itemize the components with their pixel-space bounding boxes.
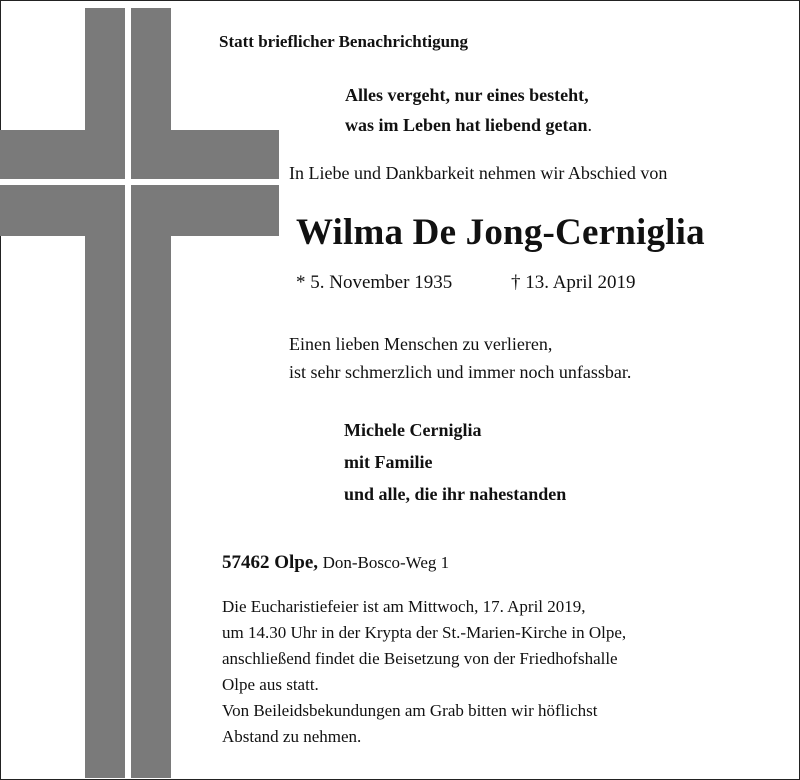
motto — [345, 80, 592, 140]
cross-horizontal-bottom-bar — [0, 185, 279, 236]
address-street: Don-Bosco-Weg 1 — [322, 553, 450, 572]
cross-vertical-left-bar — [85, 8, 125, 778]
cross-horizontal-top-bar — [0, 130, 279, 179]
service-details — [222, 594, 626, 750]
mourner-line: und alle, die ihr nahestanden — [344, 484, 567, 504]
condolence-quote — [289, 330, 631, 386]
service-line: Abstand zu nehmen. — [222, 727, 362, 746]
quote-line-2: ist sehr schmerzlich und immer noch unfassbar. — [289, 362, 632, 382]
service-line: um 14.30 Uhr in der Krypta der St.-Marien-Kirche in Olpe, — [222, 623, 627, 642]
motto-line-2-period: . — [587, 115, 593, 135]
quote-line-1: Einen lieben Menschen zu verlieren, — [289, 334, 553, 354]
deceased-name: Wilma De Jong-Cerniglia — [296, 212, 705, 253]
cross-horizontal-gap — [0, 179, 279, 185]
motto-line-1: Alles vergeht, nur eines besteht, — [345, 85, 589, 105]
mourner-line: mit Familie — [344, 452, 433, 472]
motto-line-2-text: was im Leben hat liebend getan — [345, 115, 588, 135]
death-date: † 13. April 2019 — [511, 272, 636, 293]
birth-date: * 5. November 1935 — [296, 272, 453, 293]
address-city: 57462 Olpe, — [222, 552, 319, 573]
service-line: Olpe aus statt. — [222, 675, 319, 694]
family-address — [222, 552, 449, 574]
farewell-intro: In Liebe und Dankbarkeit nehmen wir Abschied von — [289, 163, 668, 183]
mourners-list — [344, 414, 566, 510]
cross-vertical-gap — [125, 8, 131, 778]
mourner-line: Michele Cerniglia — [344, 420, 482, 440]
notice-header: Statt brieflicher Benachrichtigung — [219, 32, 468, 51]
cross-vertical-right-bar — [131, 8, 171, 778]
service-line: Die Eucharistiefeier ist am Mittwoch, 17. April 2019, — [222, 597, 586, 616]
service-line: Von Beileidsbekundungen am Grab bitten wir höflichst — [222, 701, 598, 720]
service-line: anschließend findet die Beisetzung von der Friedhofshalle — [222, 649, 618, 668]
motto-line-2 — [345, 110, 592, 140]
